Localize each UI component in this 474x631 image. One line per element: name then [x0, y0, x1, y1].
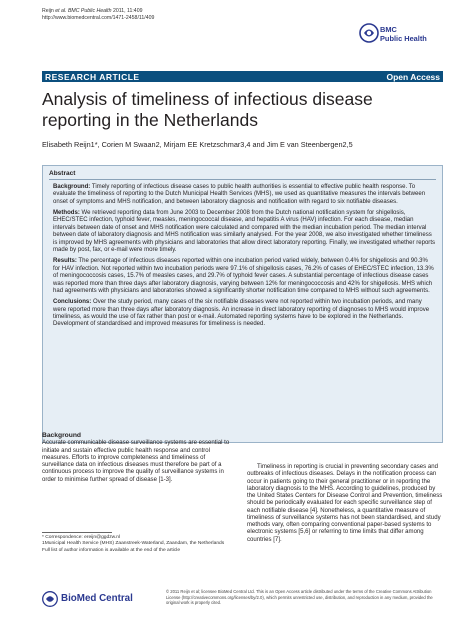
body-column-right [247, 464, 443, 544]
section-heading-background: Background [42, 432, 82, 439]
abstract-conclusions-text: Over the study period, many cases of the six notifiable diseases were not reported within two incubation periods, and many were reported more than three days after laboratory diagnosis. An increase in direct laboratory reporting of diagnoses to MHS would improve timeliness, as would the use of fax rather than post or e-mail. Automated reporting systems have to be explored in the Netherlands. Development of standardised and improved measures for timeliness is needed. [53, 299, 430, 328]
body-paragraph-left: Accurate communicable disease surveillance systems are essential to initiate and sustain effective public health response and control measures. Efforts to improve completeness and timeliness of surveillance data on infectious diseases must therefore be part of a continuous process to improve the quality of surveillance systems in order to minimise further spread of disease [1-3]. [42, 440, 230, 483]
abstract-conclusions-label: Conclusions: [53, 299, 92, 306]
abstract-methods-text: We retrieved reporting data from June 2003 to December 2008 from the Dutch national notification system for shigellosis, EHEC/STEC infection, typhoid fever, measles, meningococcal disease, and hepatitis A virus (HAV) infection. For each disease, median intervals between date of onset and MHS notification were calculated and compared with the median incubation period. The median interval between date of laboratory diagnosis and MHS notification was similarly analysed. For the year 2008, we also investigated whether timeliness is improved by MHS agreements with physicians and laboratories that allow direct laboratory reporting. Finally, we investigated whether reports made by post, fax, or e-mail were more timely. [53, 209, 436, 254]
abstract-results-label: Results: [53, 258, 77, 265]
article-url[interactable]: http://www.biomedcentral.com/1471-2458/11/409 [42, 15, 155, 21]
abstract-results [53, 258, 436, 295]
article-title: Analysis of timeliness of infectious disease reporting in the Netherlands [42, 89, 373, 130]
footnote-divider [42, 532, 112, 533]
body-column-left [42, 432, 232, 484]
article-type-label: RESEARCH ARTICLE [45, 72, 140, 82]
citation-volume: 2011, 11:409 [111, 8, 143, 14]
journal-name [380, 26, 427, 43]
abstract-divider [49, 179, 436, 180]
affiliation-note: 1Municipal Health Service (MHS) Zaanstreek-Waterland, Zaandam, the Netherlands [42, 541, 225, 547]
citation-journal: et al. BMC Public Health [55, 8, 112, 14]
abstract-methods [53, 210, 436, 255]
citation-line [42, 8, 154, 15]
open-access-label: Open Access [386, 72, 440, 82]
author-info-note: Full list of author information is available at the end of the article [42, 547, 181, 553]
journal-name-line2: Public Health [380, 33, 427, 43]
abstract-background [53, 184, 436, 206]
abstract-heading: Abstract [49, 170, 76, 177]
abstract-box [42, 165, 443, 443]
author-list: Elisabeth Reijn1*, Corien M Swaan2, Mirjam EE Kretzschmar3,4 and Jim E van Steenbergen2,5 [42, 140, 353, 149]
biomed-central-logo [42, 591, 142, 607]
article-citation [42, 8, 154, 22]
journal-name-line1: BMC [380, 25, 397, 34]
bmc-logo-icon [42, 591, 58, 607]
footnotes [42, 535, 232, 554]
journal-logo [359, 23, 443, 49]
abstract-results-text: The percentage of infectious diseases reported within one incubation period varied widely, between 0.4% for shigellosis and 90.3% for HAV infection. Not reported within two incubation periods were 97.1% of shigellosis cases, 76.2% of cases of EHEC/STEC infection, 13.3% of meningococcosis cases, 15.7% of measles cases, and 29.7% of typhoid fever cases. A substantial percentage of infectious disease cases was reported more than three days after laboratory diagnosis, varying between 12% for meningococcosis and 42% for shigellosis. MHS which had agreements with physicians and laboratories showed a significantly shorter notification time compared to MHS without such agreements. [53, 258, 434, 295]
license-text: © 2011 Reijn et al; licensee BioMed Central Ltd. This is an Open Access article distributed under the terms of the Creative Commons Attribution License (http://creativecommons.org/licenses/by/2.0), which permits unrestricted use, distribution, and reproduction in any medium, provided the original work is properly cited. [166, 589, 433, 606]
article-type-banner [42, 71, 443, 82]
abstract-conclusions [53, 299, 436, 329]
abstract-body [53, 184, 436, 333]
abstract-background-label: Background: [53, 184, 91, 190]
bmc-swirl-icon [359, 23, 379, 43]
citation-author: Reijn [42, 8, 56, 14]
correspondence-note: * Correspondence: ereijn@ggdzw.nl [42, 535, 121, 540]
abstract-background-text: Timely reporting of infectious disease cases to public health authorities is essential to effective public health response. To evaluate the timeliness of reporting to the Dutch Municipal Health Services (MHS), we used as quantitative measures the intervals between onset of symptoms and MHS notification, and between laboratory diagnosis and notification with regard to six notifiable diseases. [53, 184, 426, 205]
body-paragraph-right: Timeliness in reporting is crucial in preventing secondary cases and outbreaks of infectious diseases. Delays in the notification process can occur in patients going to their general practitioner or in reporting the laboratory diagnosis to the MHS. According to guidelines, produced by the United States Centers for Disease Control and Prevention, timeliness should be periodically evaluated for each specific surveillance step of each notifiable disease [4]. Nonetheless, a quantitative measure of timeliness of surveillance systems has not been standardised, and study methods vary, often comparing conventional paper-based systems to electronic systems [5,6] or referring to time limits that differ among countries [7]. [247, 464, 443, 543]
abstract-methods-label: Methods: [53, 209, 80, 216]
biomed-central-wordmark: BioMed Central [61, 593, 133, 604]
